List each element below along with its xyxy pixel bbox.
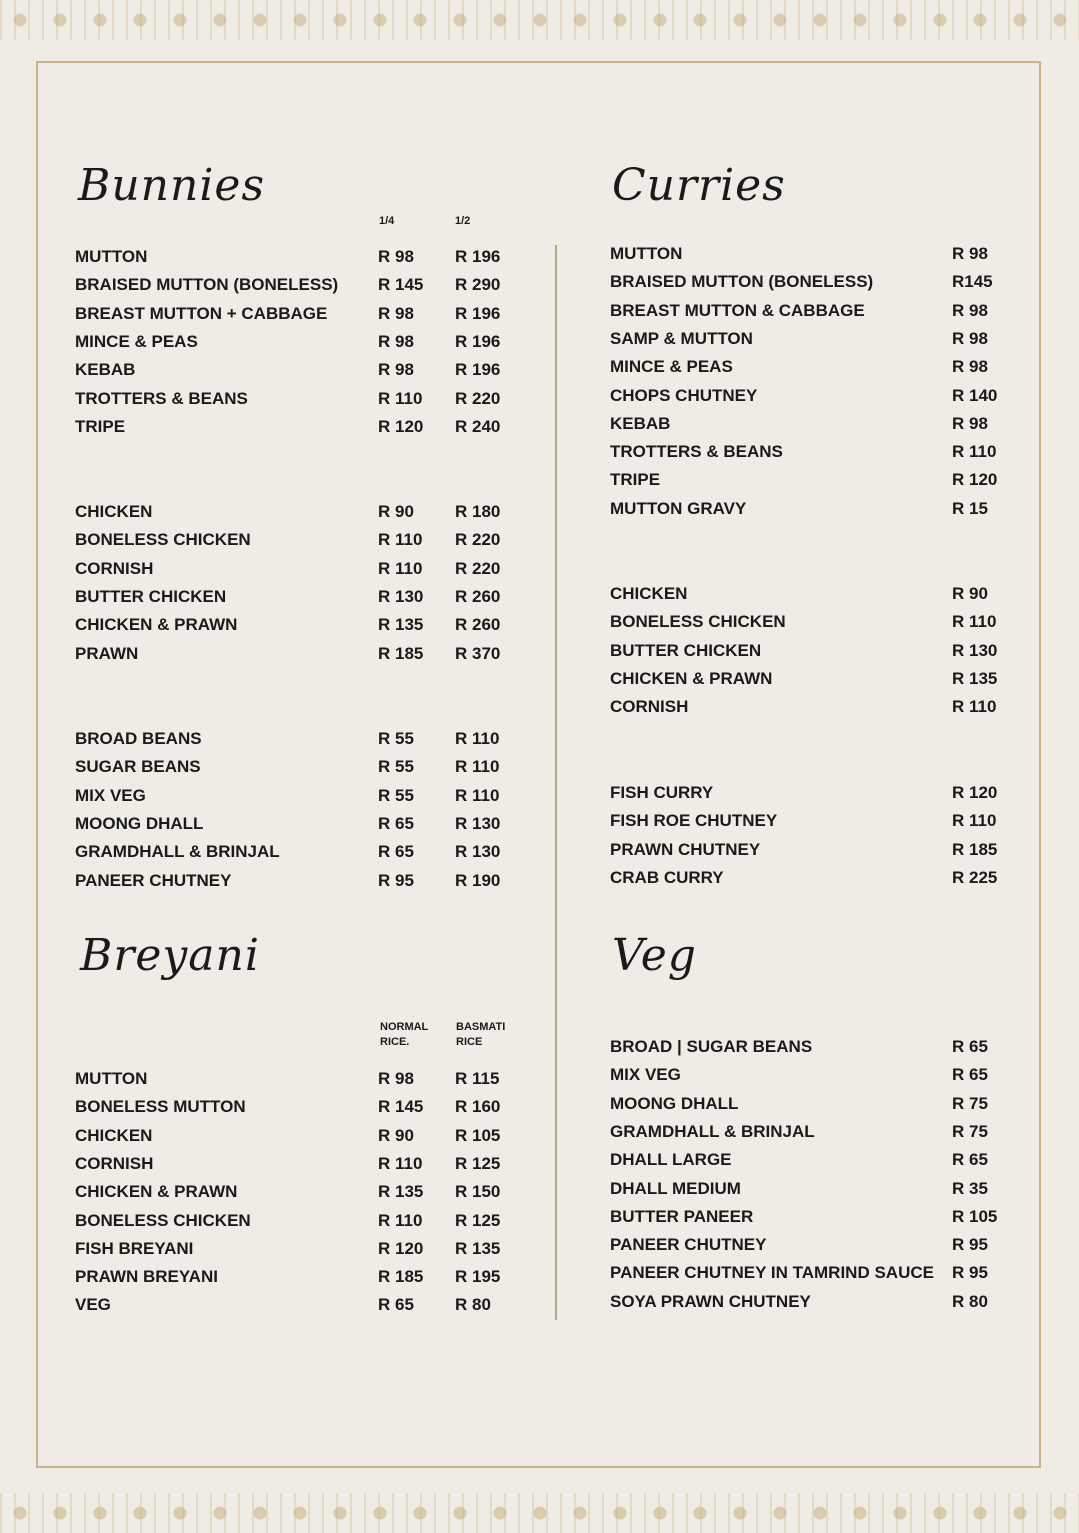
column-divider xyxy=(555,245,557,1320)
item-price-2: R 220 xyxy=(455,558,501,578)
item-name: CHICKEN xyxy=(75,1125,153,1145)
item-price-1: R 145 xyxy=(378,275,424,295)
item-price: R 105 xyxy=(952,1206,998,1226)
item-price: R145 xyxy=(952,272,993,292)
item-price-2: R 240 xyxy=(455,416,501,436)
item-name: KEBAB xyxy=(75,360,136,380)
breyani-col-normal xyxy=(380,1020,428,1050)
item-name: BRAISED MUTTON (BONELESS) xyxy=(610,272,874,292)
section-title-bunnies: Bunnies xyxy=(78,160,266,211)
item-price: R 120 xyxy=(952,470,998,490)
item-price-1: R 110 xyxy=(378,558,423,578)
item-name: FISH BREYANI xyxy=(75,1238,194,1258)
item-price: R 80 xyxy=(952,1291,988,1311)
breyani-col-basmati xyxy=(456,1020,505,1050)
item-name: CORNISH xyxy=(75,558,154,578)
item-price-2: R 196 xyxy=(455,247,501,266)
item-name: BREAST MUTTON & CABBAGE xyxy=(610,300,865,320)
section-title-veg: Veg xyxy=(612,930,697,981)
item-name: BROAD | SUGAR BEANS xyxy=(610,1037,813,1056)
item-name: BUTTER PANEER xyxy=(610,1206,754,1226)
item-price-2: R 110 xyxy=(455,729,500,748)
item-price: R 110 xyxy=(952,697,997,717)
item-price-1: R 90 xyxy=(378,502,414,521)
item-name: CORNISH xyxy=(610,697,689,717)
breyani-col-basmati-line2: RICE xyxy=(456,1036,483,1048)
item-name: CORNISH xyxy=(75,1153,154,1173)
item-name: BREAST MUTTON + CABBAGE xyxy=(75,303,328,323)
item-price-2: R 260 xyxy=(455,586,501,606)
item-price-1: R 98 xyxy=(378,1069,414,1088)
item-price-2: R 105 xyxy=(455,1125,501,1145)
item-price: R 130 xyxy=(952,640,998,660)
item-price-1: R 65 xyxy=(378,1295,414,1315)
item-price-1: R 98 xyxy=(378,331,414,351)
item-price: R 185 xyxy=(952,839,998,859)
item-name: MIX VEG xyxy=(75,785,146,805)
item-name: BROAD BEANS xyxy=(75,729,202,748)
item-price-2: R 260 xyxy=(455,615,501,635)
item-name: CHICKEN & PRAWN xyxy=(610,668,773,688)
item-name: DHALL MEDIUM xyxy=(610,1178,741,1198)
item-price-2: R 196 xyxy=(455,360,501,380)
item-price-1: R 55 xyxy=(378,785,414,805)
item-name: SOYA PRAWN CHUTNEY xyxy=(610,1291,811,1311)
item-price: R 65 xyxy=(952,1037,988,1056)
item-price-1: R 55 xyxy=(378,729,414,748)
item-price-1: R 185 xyxy=(378,643,424,663)
item-price-2: R 190 xyxy=(455,870,501,890)
item-price-2: R 220 xyxy=(455,388,501,408)
item-name: CHICKEN & PRAWN xyxy=(75,615,238,635)
item-price-1: R 120 xyxy=(378,1238,424,1258)
item-price-1: R 65 xyxy=(378,813,414,833)
item-price: R 110 xyxy=(952,811,997,831)
item-price: R 135 xyxy=(952,668,998,688)
item-price-1: R 90 xyxy=(378,1125,414,1145)
item-name: MUTTON xyxy=(610,244,683,263)
item-name: BONELESS CHICKEN xyxy=(75,530,251,550)
breyani-col-basmati-line1: BASMATI xyxy=(456,1021,506,1033)
item-price: R 120 xyxy=(952,783,998,802)
item-price-1: R 65 xyxy=(378,842,414,862)
item-name: PRAWN CHUTNEY xyxy=(610,839,761,859)
breyani-col-normal-line2: RICE. xyxy=(380,1036,410,1048)
item-price-2: R 160 xyxy=(455,1097,501,1117)
item-price-2: R 125 xyxy=(455,1210,501,1230)
item-name: BUTTER CHICKEN xyxy=(610,640,762,660)
item-price: R 65 xyxy=(952,1065,988,1085)
item-price: R 95 xyxy=(952,1235,988,1255)
item-price: R 110 xyxy=(952,442,997,462)
item-price-2: R 196 xyxy=(455,331,501,351)
item-name: PRAWN xyxy=(75,643,139,663)
item-name: CRAB CURRY xyxy=(610,867,724,887)
item-name: MINCE & PEAS xyxy=(75,331,198,351)
breyani-col-normal-line1: NORMAL xyxy=(380,1021,429,1033)
item-name: TROTTERS & BEANS xyxy=(610,442,783,462)
item-name: BONELESS MUTTON xyxy=(75,1097,246,1117)
item-name: PRAWN BREYANI xyxy=(75,1267,218,1287)
item-name: MIX VEG xyxy=(610,1065,681,1085)
item-price: R 140 xyxy=(952,385,998,405)
item-name: MOONG DHALL xyxy=(75,813,204,833)
item-price-2: R 290 xyxy=(455,275,501,295)
item-price-1: R 120 xyxy=(378,416,424,436)
item-price: R 90 xyxy=(952,584,988,603)
item-name: BUTTER CHICKEN xyxy=(75,586,227,606)
item-price-1: R 98 xyxy=(378,303,414,323)
item-price-1: R 110 xyxy=(378,388,423,408)
item-name: MUTTON GRAVY xyxy=(610,498,747,518)
item-price: R 110 xyxy=(952,612,997,632)
item-name: MOONG DHALL xyxy=(610,1093,739,1113)
item-price-1: R 135 xyxy=(378,615,424,635)
item-price-2: R 180 xyxy=(455,502,501,521)
item-name: TROTTERS & BEANS xyxy=(75,388,248,408)
item-price-2: R 370 xyxy=(455,643,501,663)
item-price-1: R 98 xyxy=(378,360,414,380)
item-price-2: R 220 xyxy=(455,530,501,550)
item-price-2: R 125 xyxy=(455,1153,501,1173)
item-price: R 98 xyxy=(952,413,988,433)
item-name: BONELESS CHICKEN xyxy=(75,1210,251,1230)
item-name: FISH CURRY xyxy=(610,783,714,802)
item-price: R 75 xyxy=(952,1093,988,1113)
item-price-1: R 55 xyxy=(378,757,414,777)
item-price-1: R 185 xyxy=(378,1267,424,1287)
item-price-2: R 110 xyxy=(455,757,500,777)
item-price-1: R 110 xyxy=(378,1210,423,1230)
item-price-2: R 80 xyxy=(455,1295,491,1315)
item-price-2: R 130 xyxy=(455,813,501,833)
bunnies-col-quarter: 1/4 xyxy=(379,215,395,227)
item-name: FISH ROE CHUTNEY xyxy=(610,811,778,831)
item-price: R 98 xyxy=(952,244,988,263)
item-name: PANEER CHUTNEY xyxy=(610,1235,767,1255)
item-price: R 98 xyxy=(952,357,988,377)
item-price-2: R 195 xyxy=(455,1267,501,1287)
item-price: R 225 xyxy=(952,867,998,887)
bunnies-col-half: 1/2 xyxy=(455,215,471,227)
item-price: R 35 xyxy=(952,1178,988,1198)
item-name: TRIPE xyxy=(610,470,661,490)
item-name: MUTTON xyxy=(75,247,148,266)
item-price-1: R 145 xyxy=(378,1097,424,1117)
item-price-1: R 110 xyxy=(378,1153,423,1173)
top-ornament-border xyxy=(0,0,1079,40)
item-price: R 15 xyxy=(952,498,988,518)
item-price-1: R 95 xyxy=(378,870,414,890)
item-name: CHICKEN xyxy=(75,502,153,521)
item-name: GRAMDHALL & BRINJAL xyxy=(610,1121,815,1141)
item-price-2: R 115 xyxy=(455,1069,500,1088)
item-price-2: R 130 xyxy=(455,842,501,862)
item-price-2: R 196 xyxy=(455,303,501,323)
item-name: MUTTON xyxy=(75,1069,148,1088)
item-name: CHICKEN & PRAWN xyxy=(75,1182,238,1202)
item-name: BONELESS CHICKEN xyxy=(610,612,786,632)
item-name: TRIPE xyxy=(75,416,126,436)
item-price: R 98 xyxy=(952,328,988,348)
item-price: R 75 xyxy=(952,1121,988,1141)
item-name: VEG xyxy=(75,1295,111,1315)
item-price-2: R 110 xyxy=(455,785,500,805)
item-price-1: R 110 xyxy=(378,530,423,550)
item-price-2: R 150 xyxy=(455,1182,501,1202)
item-price-1: R 130 xyxy=(378,586,424,606)
item-name: CHOPS CHUTNEY xyxy=(610,385,758,405)
section-title-curries: Curries xyxy=(612,160,786,211)
item-name: BRAISED MUTTON (BONELESS) xyxy=(75,275,339,295)
item-price-1: R 135 xyxy=(378,1182,424,1202)
item-name: CHICKEN xyxy=(610,584,688,603)
item-name: SAMP & MUTTON xyxy=(610,328,753,348)
item-name: MINCE & PEAS xyxy=(610,357,733,377)
item-price: R 95 xyxy=(952,1263,988,1283)
item-price-2: R 135 xyxy=(455,1238,501,1258)
item-price-1: R 98 xyxy=(378,247,414,266)
bottom-ornament-border xyxy=(0,1493,1079,1533)
item-name: PANEER CHUTNEY IN TAMRIND SAUCE xyxy=(610,1263,934,1283)
item-price: R 98 xyxy=(952,300,988,320)
item-price: R 65 xyxy=(952,1150,988,1170)
item-name: GRAMDHALL & BRINJAL xyxy=(75,842,280,862)
item-name: SUGAR BEANS xyxy=(75,757,201,777)
item-name: DHALL LARGE xyxy=(610,1150,732,1170)
section-title-breyani: Breyani xyxy=(80,930,260,981)
item-name: KEBAB xyxy=(610,413,671,433)
item-name: PANEER CHUTNEY xyxy=(75,870,232,890)
